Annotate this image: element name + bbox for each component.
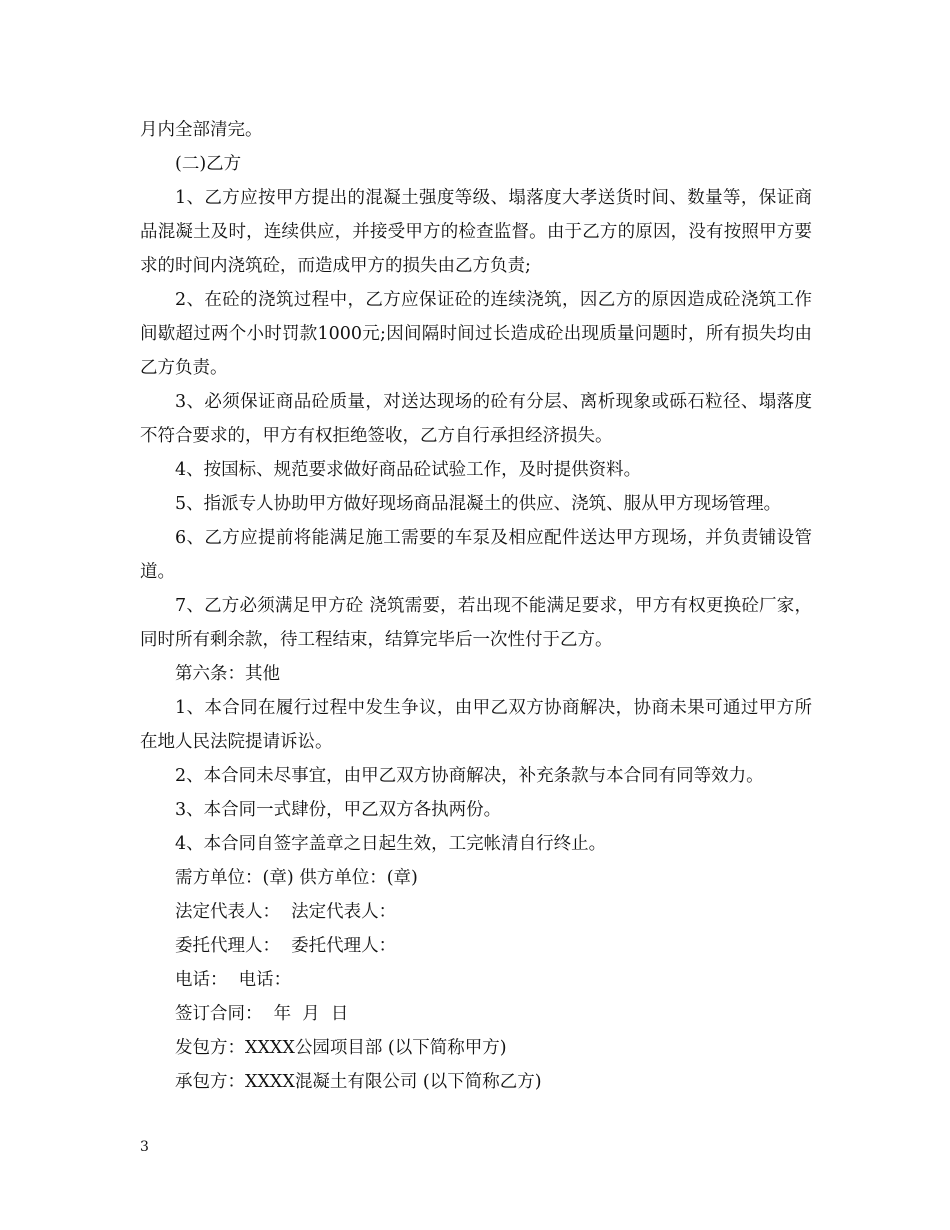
paragraph: 4、本合同自签字盖章之日起生效，工完帐清自行终止。 <box>175 834 607 854</box>
paragraph: 4、按国标、规范要求做好商品砼试验工作，及时提供资料。 <box>175 460 642 480</box>
paragraph: 电话： 电话： <box>175 970 292 990</box>
paragraph: 1、本合同在履行过程中发生争议，由甲乙双方协商解决，协商未果可通过甲方所在地人民法院提请诉讼。 <box>140 698 812 752</box>
paragraph: 6、乙方应提前将能满足施工需要的车泵及相应配件送达甲方现场，并负责铺设管道。 <box>140 528 812 582</box>
paragraph: 委托代理人： 委托代理人： <box>175 936 397 956</box>
paragraph: 第六条：其他 <box>175 664 280 684</box>
page-number: 3 <box>140 1139 149 1155</box>
paragraph: 2、本合同未尽事宜，由甲乙双方协商解决，补充条款与本合同有同等效力。 <box>175 766 764 786</box>
paragraph: 签订合同： 年 月 日 <box>175 1004 349 1024</box>
paragraph: 2、在砼的浇筑过程中，乙方应保证砼的连续浇筑，因乙方的原因造成砼浇筑工作间歇超过两个小时罚款1000元;因间隔时间过长造成砼出现质量问题时，所有损失均由乙方负责。 <box>140 290 812 378</box>
paragraph: (二)乙方 <box>175 154 242 174</box>
paragraph: 承包方：XXXX混凝土有限公司 (以下简称乙方) <box>175 1072 542 1092</box>
paragraph: 发包方：XXXX公园项目部 (以下简称甲方) <box>175 1038 507 1058</box>
document-body <box>140 113 812 1099</box>
paragraph: 1、乙方应按甲方提出的混凝土强度等级、塌落度大孝送货时间、数量等，保证商品混凝土及时，连续供应，并接受甲方的检查监督。由于乙方的原因，没有按照甲方要求的时间内浇筑砼，而造成甲方的损失由乙方负责; <box>140 188 812 276</box>
paragraph: 3、本合同一式肆份，甲乙双方各执两份。 <box>175 800 502 820</box>
paragraph: 5、指派专人协助甲方做好现场商品混凝土的供应、浇筑、服从甲方现场管理。 <box>175 494 782 514</box>
paragraph: 7、乙方必须满足甲方砼 浇筑需要，若出现不能满足要求，甲方有权更换砼厂家，同时所有剩余款，待工程结束，结算完毕后一次性付于乙方。 <box>140 596 812 650</box>
paragraph: 需方单位：(章) 供方单位：(章) <box>175 868 418 888</box>
paragraph: 法定代表人： 法定代表人： <box>175 902 397 922</box>
paragraph: 3、必须保证商品砼质量，对送达现场的砼有分层、离析现象或砾石粒径、塌落度不符合要求的，甲方有权拒绝签收，乙方自行承担经济损失。 <box>140 392 812 446</box>
paragraph: 月内全部清完。 <box>140 120 263 140</box>
